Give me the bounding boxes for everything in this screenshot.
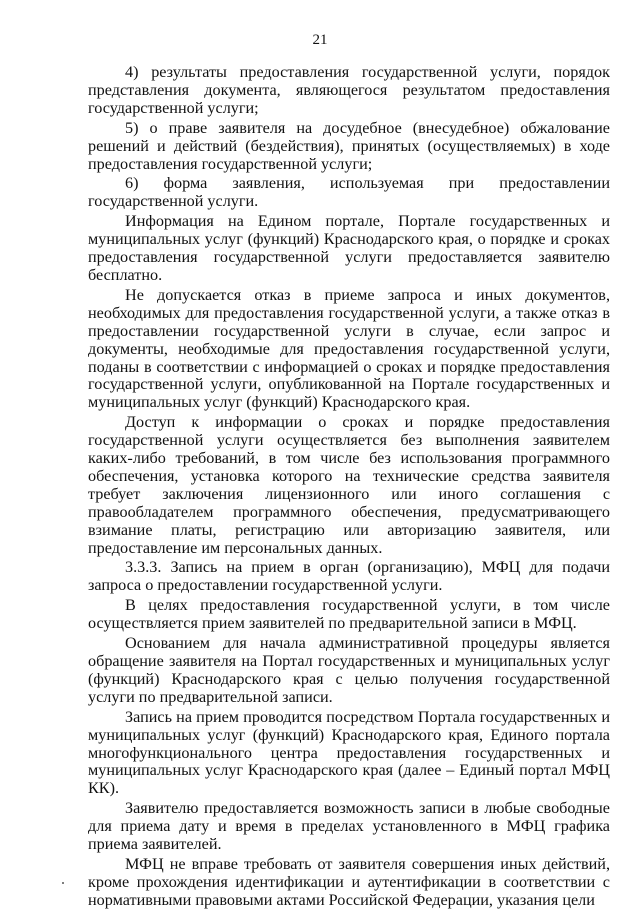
paragraph-access-info: Доступ к информации о сроках и порядке предоставления государственной услуги осуществляется без выполнения заявителем каких-либо требований, в том числе без использования программного обеспечения, установка которого на технические средства заявителя требует заключения лицензионного или иного соглашения с правообладателем программного обеспечения, предусматривающего взимание платы, регистрацию или авторизацию заявителя, или предоставление им персональных данных.: [88, 413, 610, 557]
paragraph-appeal-right: 5) о праве заявителя на досудебное (внесудебное) обжалование решений и действий (бездействия), принятых (осуществляемых) в ходе предоставления государственной услуги;: [88, 118, 610, 173]
paragraph-procedure-basis: Основанием для начала административной процедуры является обращение заявителя на Портал государственных и муниципальных услуг (функций) Краснодарского края с целью получения государственной услуги по предварительной записи.: [88, 634, 610, 706]
paragraph-results: 4) результаты предоставления государственной услуги, порядок представления документа, являющегося результатом предоставления государственной услуги;: [88, 63, 610, 117]
paragraph-free-slots: Заявителю предоставляется возможность записи в любые свободные для приема дату и время в пределах установленного в МФЦ графика приема заявителей.: [88, 799, 610, 854]
document-body: [88, 64, 610, 912]
paragraph-application-form: 6) форма заявления, используемая при предоставлении государственной услуги.: [88, 174, 610, 211]
paragraph-pre-registration: В целях предоставления государственной услуги, в том числе осуществляется прием заявителей по предварительной записи в МФЦ.: [88, 596, 610, 633]
paragraph-no-refusal: Не допускается отказ в приеме запроса и иных документов, необходимых для предоставления государственной услуги, а также отказ в предоставлении государственной услуги в случае, если запрос и документы, необходимые для предоставления государственной услуги, поданы в соответствии с информацией о сроках и порядке предоставления государственной услуги, опубликованной на Портале государственных и муниципальных услуг (функций) Краснодарского края.: [88, 285, 610, 412]
page-number: 21: [312, 32, 328, 48]
paragraph-section-3-3-3: 3.3.3. Запись на прием в орган (организацию), МФЦ для подачи запроса о предоставлении государственной услуги.: [88, 558, 610, 595]
paragraph-free-information: Информация на Едином портале, Портале государственных и муниципальных услуг (функций) Краснодарского края, о порядке и сроках предоставления государственной услуги предоставляется заявителю бесплатно.: [88, 212, 610, 284]
paragraph-mfc-restrictions: МФЦ не вправе требовать от заявителя совершения иных действий, кроме прохождения идентификации и аутентификации в соответствии с нормативными правовыми актами Российской Федерации, указания цели: [88, 854, 610, 909]
scan-artifact-dot: [62, 882, 64, 884]
paragraph-appointment-portal: Запись на прием проводится посредством Портала государственных и муниципальных услуг (функций) Краснодарского края, Единого портала многофункционального центра предоставления государственных и муниципальных услуг Краснодарского края (далее – Единый портал МФЦ КК).: [88, 707, 610, 798]
